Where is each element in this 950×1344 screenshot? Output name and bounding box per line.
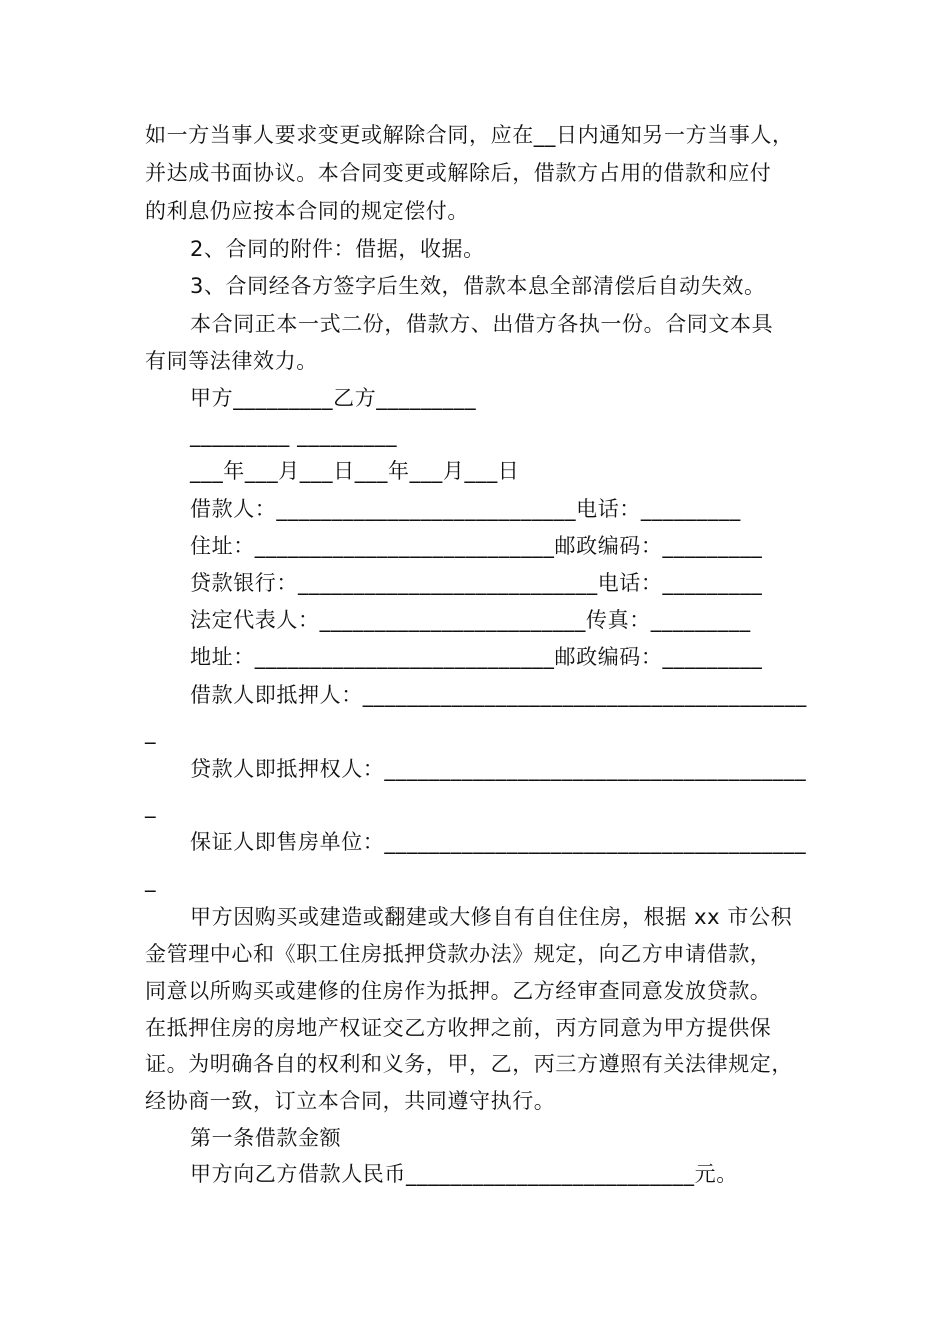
signature-lines: _________ _________ xyxy=(190,423,398,447)
contact-bank: 贷款银行：___________________________电话：_________ xyxy=(190,571,763,595)
mortgagee-tail: _ xyxy=(145,794,157,818)
contact-borrower: 借款人：___________________________电话：_________ xyxy=(190,497,741,521)
paragraph-line: 并达成书面协议。本合同变更或解除后，借款方占用的借款和应付 xyxy=(145,161,772,185)
preamble-line: 证。为明确各自的权利和义务，甲，乙，丙三方遵照有关法律规定， xyxy=(145,1052,793,1076)
mortgagor-tail: _ xyxy=(145,720,157,744)
copies-line: 有同等法律效力。 xyxy=(145,349,318,373)
guarantor-line: 保证人即售房单位：______________________________________ xyxy=(190,830,807,854)
preamble-line: 经协商一致，订立本合同，共同遵守执行。 xyxy=(145,1089,556,1113)
signature-dates: ___年___月___日___年___月___日 xyxy=(190,459,520,483)
contact-bank-address: 地址：___________________________邮政编码：_________ xyxy=(190,645,763,669)
mortgagee-line: 贷款人即抵押权人：______________________________________ xyxy=(190,757,807,781)
contact-address: 住址：___________________________邮政编码：_________ xyxy=(190,534,763,558)
preamble-line: 甲方因购买或建造或翻建或大修自有自住住房，根据 xx 市公积 xyxy=(190,905,793,929)
article-1-text: 甲方向乙方借款人民币__________________________元。 xyxy=(190,1162,738,1186)
guarantor-tail: _ xyxy=(145,868,157,892)
clause-2: 2、合同的附件：借据，收据。 xyxy=(190,237,485,261)
contact-representative: 法定代表人：________________________传真：_________ xyxy=(190,608,751,632)
preamble-line: 金管理中心和《职工住房抵押贷款办法》规定，向乙方申请借款， xyxy=(145,942,772,966)
preamble-line: 在抵押住房的房地产权证交乙方收押之前，丙方同意为甲方提供保 xyxy=(145,1016,772,1040)
copies-line: 本合同正本一式二份，借款方、出借方各执一份。合同文本具 xyxy=(190,312,774,336)
signature-parties: 甲方_________乙方_________ xyxy=(190,386,477,410)
paragraph-line: 如一方当事人要求变更或解除合同，应在__日内通知另一方当事人， xyxy=(145,123,794,147)
preamble-line: 同意以所购买或建修的住房作为抵押。乙方经审查同意发放贷款。 xyxy=(145,979,772,1003)
mortgagor-line: 借款人即抵押人：________________________________________ xyxy=(190,683,807,707)
paragraph-line: 的利息仍应按本合同的规定偿付。 xyxy=(145,199,469,223)
clause-3: 3、合同经各方签字后生效，借款本息全部清偿后自动失效。 xyxy=(190,274,766,298)
article-1-title: 第一条借款金额 xyxy=(190,1126,342,1150)
